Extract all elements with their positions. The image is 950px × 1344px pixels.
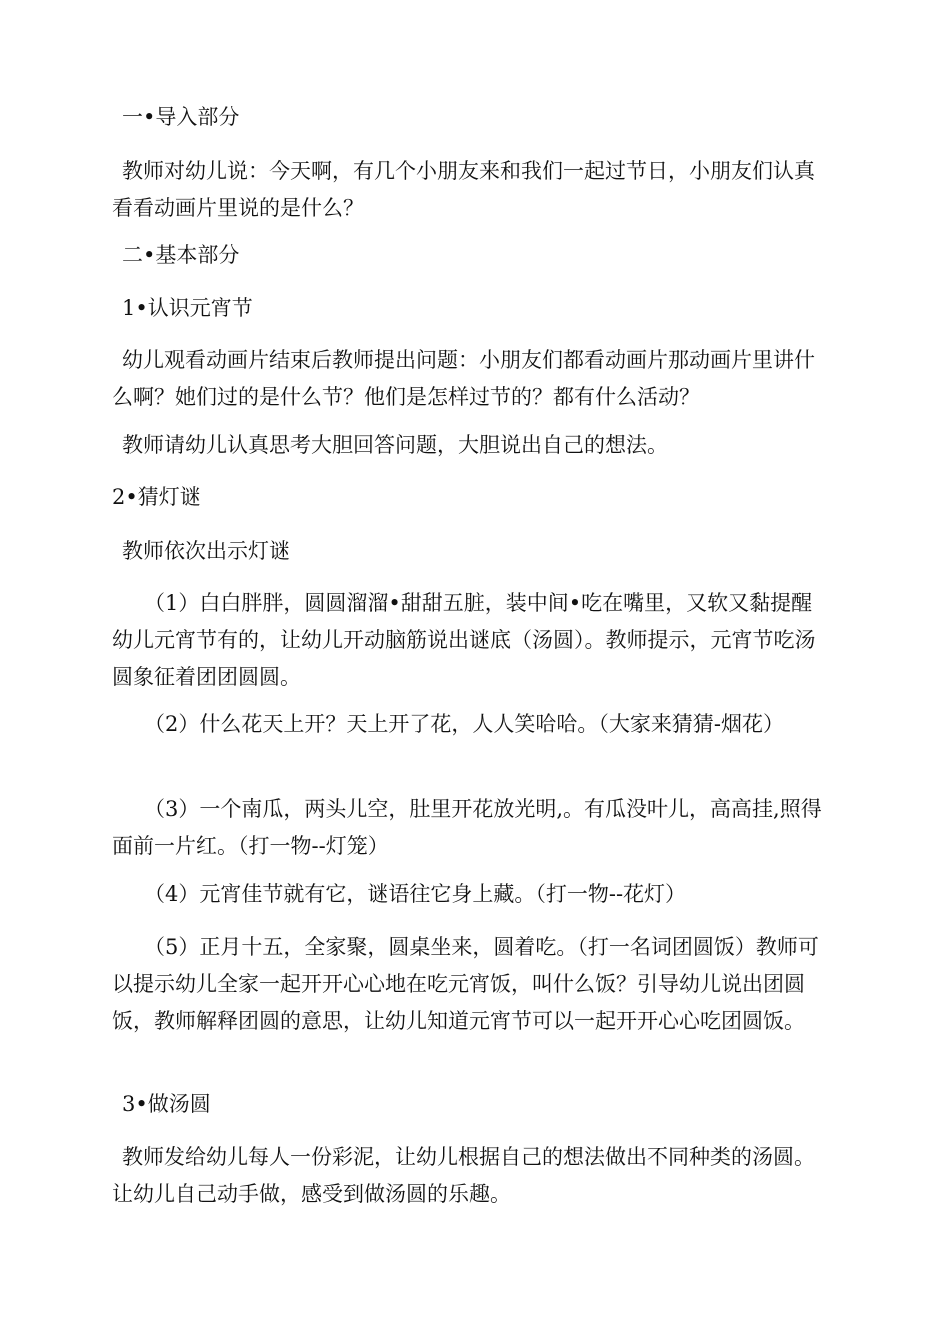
riddle-3: （3）一个南瓜，两头儿空，肚里开花放光明,。有瓜没叶儿，高高挂,照得面前一片红。（打一物--灯笼） — [112, 797, 822, 858]
riddle-2: （2）什么花天上开？天上开了花，人人笑哈哈。（大家来猜猜-烟花） — [144, 712, 784, 736]
paragraph-think-answer: 教师请幼儿认真思考大胆回答问题，大胆说出自己的想法。 — [122, 433, 668, 457]
section-heading-intro: 一•导入部分 — [122, 105, 240, 129]
paragraph-make-tangyuan: 教师发给幼儿每人一份彩泥，让幼儿根据自己的想法做出不同种类的汤圆。让幼儿自己动手做，感受到做汤圆的乐趣。 — [112, 1145, 815, 1206]
paragraph-watch-animation: 幼儿观看动画片结束后教师提出问题：小朋友们都看动画片那动画片里讲什么啊？她们过的是什么节？他们是怎样过节的？都有什么活动？ — [112, 348, 815, 409]
section-heading-main: 二•基本部分 — [122, 243, 240, 267]
subheading-lantern-festival: 1•认识元宵节 — [122, 296, 253, 320]
paragraph-intro: 教师对幼儿说：今天啊，有几个小朋友来和我们一起过节日，小朋友们认真看看动画片里说的是什么？ — [112, 159, 815, 220]
riddle-1: （1）白白胖胖，圆圆溜溜•甜甜五脏，装中间•吃在嘴里，又软又黏提醒幼儿元宵节有的，让幼儿开动脑筋说出谜底（汤圆）。教师提示，元宵节吃汤圆象征着团团圆圆。 — [112, 591, 816, 689]
riddle-4: （4）元宵佳节就有它，谜语往它身上藏。（打一物--花灯） — [144, 882, 687, 906]
subheading-riddles: 2•猜灯谜 — [112, 485, 201, 509]
riddle-5: （5）正月十五，全家聚，圆桌坐来，圆着吃。（打一名词团圆饭）教师可以提示幼儿全家一起开开心心地在吃元宵饭，叫什么饭？引导幼儿说出团圆饭，教师解释团圆的意思，让幼儿知道元宵节可以一起开开心心吃团圆饭。 — [112, 935, 819, 1033]
subheading-make-tangyuan: 3•做汤圆 — [122, 1092, 211, 1116]
paragraph-show-riddles: 教师依次出示灯谜 — [122, 539, 290, 563]
